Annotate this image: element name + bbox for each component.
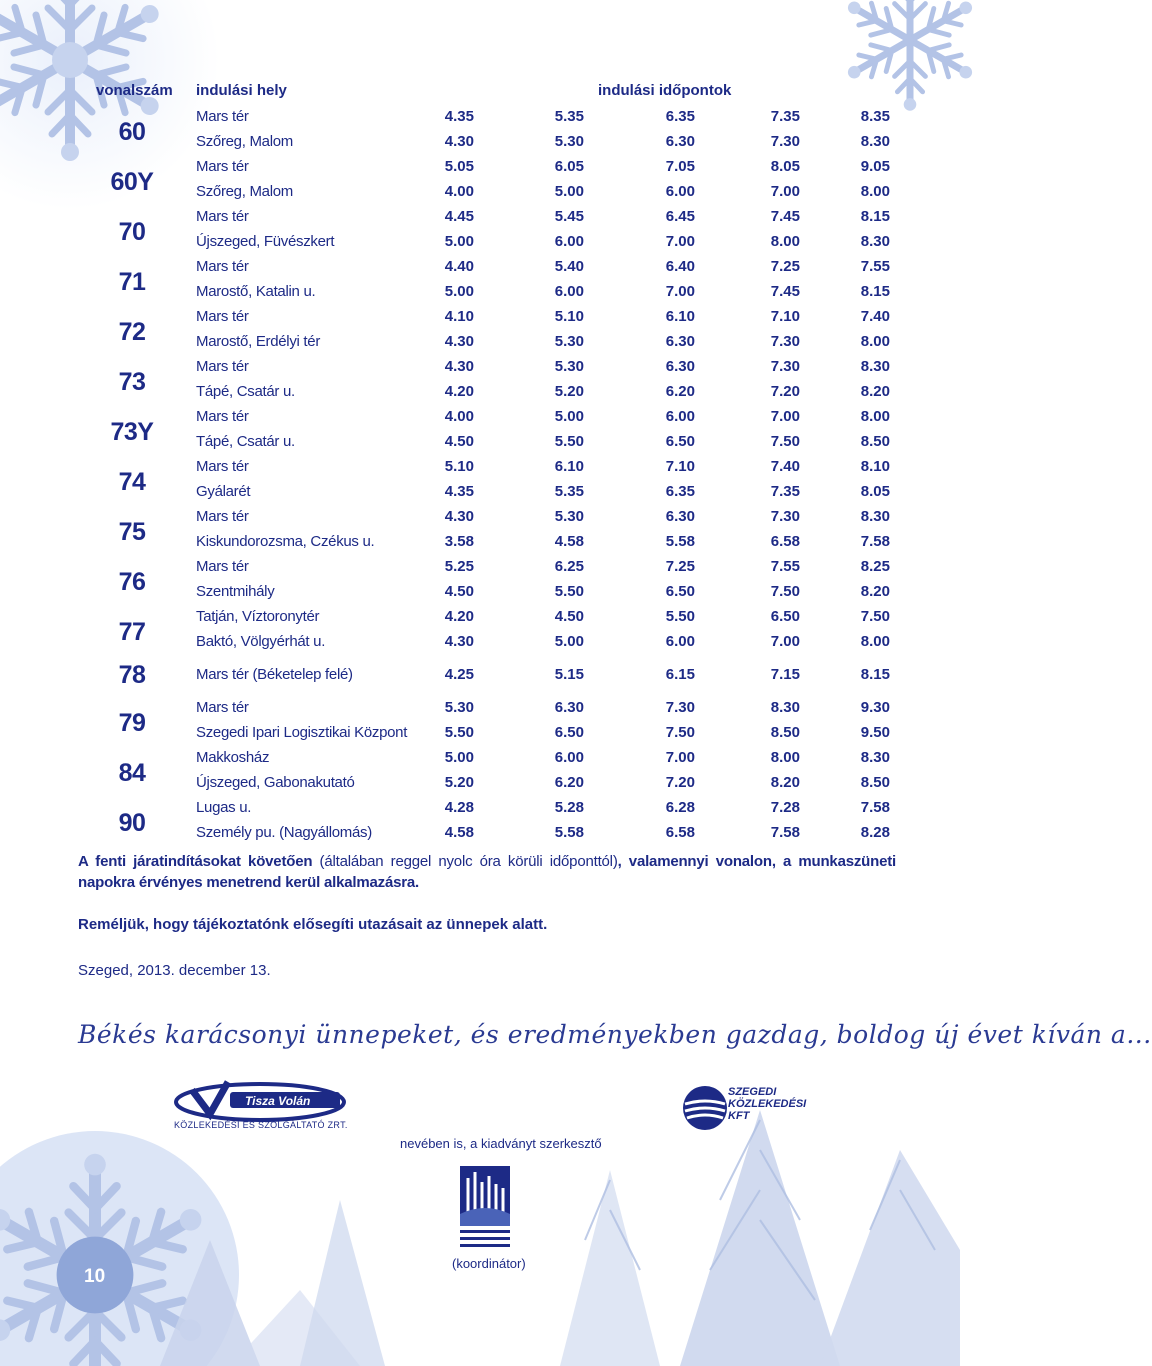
notice-part-1: A fenti járatindításokat követően	[78, 853, 320, 870]
route-number: 74	[118, 468, 146, 496]
timetable-row	[0, 108, 960, 133]
timetable-row	[0, 724, 960, 749]
departure-time: 6.30	[665, 508, 695, 525]
departure-time: 4.58	[554, 533, 584, 550]
departure-time: 7.50	[770, 583, 800, 600]
route-group	[0, 208, 960, 258]
departure-time: 7.58	[770, 824, 800, 841]
departure-time: 8.50	[860, 433, 890, 450]
departure-time: 8.30	[860, 233, 890, 250]
route-number: 75	[118, 518, 146, 546]
timetable-row	[0, 608, 960, 633]
route-group	[0, 749, 960, 799]
timetable-row	[0, 799, 960, 824]
route-number: 60Y	[110, 168, 154, 196]
szegedi-kornyezetgazdalkodasi-logo	[458, 1158, 512, 1248]
timetable-row	[0, 699, 960, 724]
departure-time: 7.35	[770, 108, 800, 125]
notice-paragraph	[78, 851, 896, 893]
departure-time: 6.58	[770, 533, 800, 550]
departure-time: 7.30	[770, 508, 800, 525]
departure-time: 6.58	[665, 824, 695, 841]
departure-time: 5.50	[665, 608, 695, 625]
route-group	[0, 799, 960, 849]
departure-time: 5.30	[554, 333, 584, 350]
departure-time: 8.00	[860, 408, 890, 425]
departure-time: 5.00	[444, 233, 474, 250]
departure-time: 7.00	[665, 749, 695, 766]
route-number: 90	[118, 809, 146, 837]
departure-time: 8.20	[860, 383, 890, 400]
departure-time: 6.15	[665, 666, 695, 683]
departure-time: 5.30	[444, 699, 474, 716]
departure-time: 8.15	[860, 283, 890, 300]
departure-time: 5.30	[554, 508, 584, 525]
timetable-row	[0, 333, 960, 358]
departure-time: 6.50	[665, 583, 695, 600]
departure-time: 4.30	[444, 133, 474, 150]
departure-time: 5.20	[444, 774, 474, 791]
stop-name: Mars tér	[196, 158, 249, 175]
route-group	[0, 508, 960, 558]
column-header-departure: indulási hely	[196, 82, 287, 99]
departure-time: 5.50	[554, 433, 584, 450]
departure-time: 3.58	[444, 533, 474, 550]
route-group	[0, 408, 960, 458]
departure-time: 7.30	[665, 699, 695, 716]
departure-time: 8.28	[860, 824, 890, 841]
departure-time: 4.35	[444, 108, 474, 125]
departure-time: 6.50	[770, 608, 800, 625]
departure-time: 6.30	[665, 333, 695, 350]
departure-time: 5.30	[554, 133, 584, 150]
stop-name: Szegedi Ipari Logisztikai Központ	[196, 724, 408, 741]
departure-time: 8.00	[860, 333, 890, 350]
departure-time: 4.20	[444, 383, 474, 400]
departure-time: 5.45	[554, 208, 584, 225]
departure-time: 4.30	[444, 358, 474, 375]
departure-time: 7.00	[770, 183, 800, 200]
route-group	[0, 458, 960, 508]
departure-time: 5.58	[554, 824, 584, 841]
departure-time: 6.30	[554, 699, 584, 716]
timetable-row	[0, 458, 960, 483]
stop-name: Marostő, Erdélyi tér	[196, 333, 321, 350]
timetable-row	[0, 666, 960, 691]
route-number: 78	[118, 661, 146, 689]
route-number: 72	[118, 318, 146, 346]
departure-time: 7.40	[860, 308, 890, 325]
departure-time: 7.15	[770, 666, 800, 683]
stop-name: Személy pu. (Nagyállomás)	[196, 824, 372, 841]
timetable-row	[0, 158, 960, 183]
departure-time: 7.58	[860, 799, 890, 816]
departure-time: 8.20	[860, 583, 890, 600]
departure-time: 4.25	[444, 666, 474, 683]
departure-time: 5.28	[554, 799, 584, 816]
departure-time: 4.30	[444, 333, 474, 350]
departure-time: 5.50	[444, 724, 474, 741]
route-number: 73	[118, 368, 146, 396]
notice-part-2: (általában reggel nyolc óra körüli időponttól)	[319, 853, 618, 870]
departure-time: 6.00	[665, 183, 695, 200]
route-number: 77	[118, 618, 146, 646]
stop-name: Marostő, Katalin u.	[196, 283, 316, 300]
route-number: 79	[118, 709, 146, 737]
departure-time: 7.55	[860, 258, 890, 275]
departure-time: 6.00	[554, 283, 584, 300]
stop-name: Kiskundorozsma, Czékus u.	[196, 533, 375, 550]
route-group	[0, 658, 960, 694]
departure-time: 7.20	[770, 383, 800, 400]
timetable-row	[0, 774, 960, 799]
departure-time: 8.00	[860, 183, 890, 200]
departure-time: 6.00	[665, 408, 695, 425]
departure-time: 7.58	[860, 533, 890, 550]
departure-time: 5.00	[554, 408, 584, 425]
departure-time: 4.28	[444, 799, 474, 816]
departure-time: 7.50	[860, 608, 890, 625]
departure-time: 4.45	[444, 208, 474, 225]
departure-time: 7.55	[770, 558, 800, 575]
stop-name: Lugas u.	[196, 799, 252, 816]
departure-time: 4.50	[444, 433, 474, 450]
timetable-row	[0, 433, 960, 458]
timetable-row	[0, 749, 960, 774]
greeting-script: Békés karácsonyi ünnepeket, és eredményekben gazdag, boldog új évet kíván a...	[78, 1020, 1152, 1049]
departure-time: 6.05	[554, 158, 584, 175]
departure-time: 8.30	[770, 699, 800, 716]
departure-time: 7.28	[770, 799, 800, 816]
stop-name: Szőreg, Malom	[196, 133, 293, 150]
departure-time: 6.30	[665, 133, 695, 150]
departure-time: 7.40	[770, 458, 800, 475]
departure-time: 4.00	[444, 408, 474, 425]
route-number: 70	[118, 218, 146, 246]
departure-time: 8.35	[860, 108, 890, 125]
departure-time: 4.20	[444, 608, 474, 625]
departure-time: 5.58	[665, 533, 695, 550]
departure-time: 4.30	[444, 633, 474, 650]
departure-time: 6.00	[554, 749, 584, 766]
departure-time: 5.00	[444, 283, 474, 300]
departure-time: 5.50	[554, 583, 584, 600]
departure-time: 7.00	[665, 283, 695, 300]
stop-name: Gyálarét	[196, 483, 251, 500]
departure-time: 7.00	[770, 408, 800, 425]
departure-time: 5.15	[554, 666, 584, 683]
departure-time: 8.00	[770, 233, 800, 250]
route-number: 76	[118, 568, 146, 596]
departure-time: 6.35	[665, 483, 695, 500]
departure-time: 6.00	[665, 633, 695, 650]
departure-time: 7.10	[665, 458, 695, 475]
departure-time: 7.45	[770, 283, 800, 300]
departure-time: 7.25	[665, 558, 695, 575]
departure-time: 6.00	[554, 233, 584, 250]
departure-time: 6.20	[554, 774, 584, 791]
timetable-row	[0, 558, 960, 583]
route-number: 71	[118, 268, 146, 296]
departure-time: 8.05	[860, 483, 890, 500]
route-group	[0, 108, 960, 158]
stop-name: Tápé, Csatár u.	[196, 433, 295, 450]
route-group	[0, 258, 960, 308]
coordinator-label: (koordinátor)	[452, 1256, 526, 1271]
departure-time: 7.30	[770, 333, 800, 350]
stop-name: Mars tér	[196, 358, 249, 375]
route-number: 60	[118, 118, 146, 146]
stop-name: Mars tér (Béketelep felé)	[196, 666, 353, 683]
timetable-row	[0, 383, 960, 408]
departure-time: 4.00	[444, 183, 474, 200]
departure-time: 8.30	[860, 749, 890, 766]
departure-time: 7.50	[665, 724, 695, 741]
departure-time: 8.20	[770, 774, 800, 791]
departure-time: 7.30	[770, 358, 800, 375]
departure-time: 8.30	[860, 133, 890, 150]
departure-time: 7.45	[770, 208, 800, 225]
departure-time: 6.35	[665, 108, 695, 125]
column-header-route: vonalszám	[96, 82, 173, 99]
departure-time: 8.50	[860, 774, 890, 791]
departure-time: 4.35	[444, 483, 474, 500]
departure-time: 8.25	[860, 558, 890, 575]
stop-name: Mars tér	[196, 408, 249, 425]
timetable-row	[0, 533, 960, 558]
departure-time: 8.05	[770, 158, 800, 175]
timetable-row	[0, 258, 960, 283]
departure-time: 9.30	[860, 699, 890, 716]
column-header-times: indulási időpontok	[598, 82, 732, 99]
departure-time: 4.10	[444, 308, 474, 325]
departure-time: 8.00	[770, 749, 800, 766]
tisza-volan-name: Tisza Volán	[245, 1094, 311, 1108]
timetable-row	[0, 133, 960, 158]
departure-time: 6.10	[665, 308, 695, 325]
stop-name: Mars tér	[196, 699, 249, 716]
departure-time: 7.00	[665, 233, 695, 250]
stop-name: Makkosház	[196, 749, 270, 766]
departure-time: 7.10	[770, 308, 800, 325]
departure-time: 7.00	[770, 633, 800, 650]
departure-time: 6.20	[665, 383, 695, 400]
stop-name: Mars tér	[196, 108, 249, 125]
stop-name: Szentmihály	[196, 583, 275, 600]
departure-time: 7.25	[770, 258, 800, 275]
timetable-row	[0, 208, 960, 233]
departure-time: 6.40	[665, 258, 695, 275]
departure-time: 7.50	[770, 433, 800, 450]
departure-time: 4.50	[554, 608, 584, 625]
departure-time: 5.10	[554, 308, 584, 325]
route-group	[0, 358, 960, 408]
departure-time: 6.45	[665, 208, 695, 225]
departure-time: 5.25	[444, 558, 474, 575]
stop-name: Újszeged, Füvészkert	[196, 233, 335, 250]
notice-part-3: , valamennyi vonalon, a munkaszüneti napokra érvényes menetrend kerül alkalmazásra.	[78, 853, 896, 891]
departure-time: 5.00	[554, 633, 584, 650]
timetable-row	[0, 183, 960, 208]
departure-time: 5.35	[554, 108, 584, 125]
stop-name: Szőreg, Malom	[196, 183, 293, 200]
departure-time: 7.30	[770, 133, 800, 150]
departure-time: 5.00	[444, 749, 474, 766]
timetable-row	[0, 633, 960, 658]
departure-time: 5.20	[554, 383, 584, 400]
route-number: 84	[118, 759, 146, 787]
departure-time: 6.10	[554, 458, 584, 475]
tisza-volan-subtitle: KÖZLEKEDÉSI ÉS SZOLGÁLTATÓ ZRT.	[174, 1120, 348, 1130]
departure-time: 4.30	[444, 508, 474, 525]
departure-time: 6.50	[554, 724, 584, 741]
departure-time: 4.58	[444, 824, 474, 841]
departure-time: 9.50	[860, 724, 890, 741]
timetable-row	[0, 824, 960, 849]
timetable-row	[0, 233, 960, 258]
stop-name: Mars tér	[196, 508, 249, 525]
publisher-line: nevében is, a kiadványt szerkesztő	[400, 1136, 602, 1151]
stop-name: Mars tér	[196, 258, 249, 275]
departure-time: 8.50	[770, 724, 800, 741]
wish-text: Reméljük, hogy tájékoztatónk elősegíti utazásait az ünnepek alatt.	[78, 916, 548, 933]
departure-time: 6.50	[665, 433, 695, 450]
departure-time: 8.15	[860, 208, 890, 225]
departure-time: 6.25	[554, 558, 584, 575]
route-group	[0, 558, 960, 608]
departure-time: 7.35	[770, 483, 800, 500]
departure-time: 8.00	[860, 633, 890, 650]
stop-name: Mars tér	[196, 558, 249, 575]
timetable-row	[0, 508, 960, 533]
szkt-name: SZEGEDI KÖZLEKEDÉSI KFT	[728, 1086, 807, 1122]
timetable-row	[0, 483, 960, 508]
stop-name: Mars tér	[196, 458, 249, 475]
dateline: Szeged, 2013. december 13.	[78, 962, 271, 979]
departure-time: 7.05	[665, 158, 695, 175]
stop-name: Mars tér	[196, 208, 249, 225]
departure-time: 5.05	[444, 158, 474, 175]
timetable-row	[0, 583, 960, 608]
departure-time: 8.30	[860, 508, 890, 525]
departure-time: 5.35	[554, 483, 584, 500]
departure-time: 9.05	[860, 158, 890, 175]
stop-name: Tápé, Csatár u.	[196, 383, 295, 400]
departure-time: 4.40	[444, 258, 474, 275]
route-group	[0, 308, 960, 358]
departure-time: 8.30	[860, 358, 890, 375]
departure-time: 7.20	[665, 774, 695, 791]
route-group	[0, 608, 960, 658]
departure-time: 5.40	[554, 258, 584, 275]
departure-time: 5.10	[444, 458, 474, 475]
departure-time: 5.30	[554, 358, 584, 375]
route-group	[0, 158, 960, 208]
departure-time: 8.15	[860, 666, 890, 683]
departure-time: 5.00	[554, 183, 584, 200]
departure-time: 6.28	[665, 799, 695, 816]
departure-time: 6.30	[665, 358, 695, 375]
stop-name: Mars tér	[196, 308, 249, 325]
stop-name: Újszeged, Gabonakutató	[196, 774, 355, 791]
timetable-row	[0, 358, 960, 383]
stop-name: Tatján, Víztoronytér	[196, 608, 320, 625]
stop-name: Baktó, Völgyérhát u.	[196, 633, 326, 650]
page-number: 10	[84, 1266, 106, 1287]
timetable-row	[0, 408, 960, 433]
route-group	[0, 699, 960, 749]
departure-time: 4.50	[444, 583, 474, 600]
route-number: 73Y	[110, 418, 154, 446]
timetable-row	[0, 308, 960, 333]
departure-time: 8.10	[860, 458, 890, 475]
timetable-row	[0, 283, 960, 308]
